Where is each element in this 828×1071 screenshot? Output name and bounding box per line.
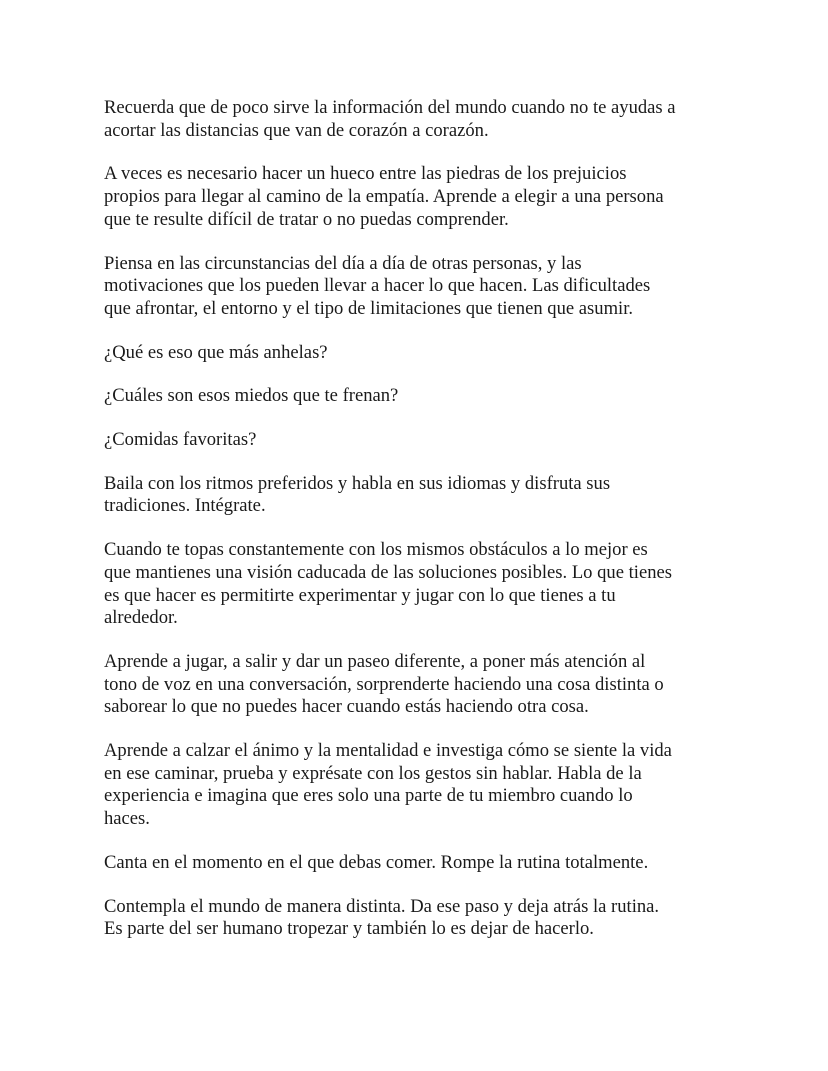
text-line: que afrontar, el entorno y el tipo de limitaciones que tienen que asumir. — [104, 297, 634, 319]
text-line: tono de voz en una conversación, sorprenderte haciendo una cosa distinta o — [104, 673, 664, 695]
text-line: que te resulte difícil de tratar o no puedas comprender. — [104, 208, 509, 230]
text-line: acortar las distancias que van de corazón a corazón. — [104, 119, 489, 141]
paragraph-3 — [104, 253, 744, 321]
paragraph-11 — [104, 852, 744, 875]
text-line: Baila con los ritmos preferidos y habla en sus idiomas y disfruta sus — [104, 472, 611, 494]
text-line: Aprende a calzar el ánimo y la mentalidad e investiga cómo se siente la vida — [104, 740, 672, 762]
paragraph-9 — [104, 651, 744, 719]
paragraph-10 — [104, 740, 744, 831]
paragraph-6 — [104, 429, 744, 452]
text-line: Piensa en las circunstancias del día a día de otras personas, y las — [104, 252, 582, 274]
text-line: Recuerda que de poco sirve la información del mundo cuando no te ayudas a — [104, 97, 676, 118]
paragraph-2 — [104, 163, 744, 231]
text-line: tradiciones. Intégrate. — [104, 495, 266, 517]
paragraph-1 — [104, 97, 744, 142]
text-line: Canta en el momento en el que debas comer. Rompe la rutina totalmente. — [104, 851, 649, 873]
paragraph-12 — [104, 896, 744, 941]
text-line: que mantienes una visión caducada de las soluciones posibles. Lo que tienes — [104, 561, 672, 583]
paragraph-4 — [104, 342, 744, 365]
text-line: A veces es necesario hacer un hueco entre las piedras de los prejuicios — [104, 163, 627, 185]
text-line: Aprende a jugar, a salir y dar un paseo diferente, a poner más atención al — [104, 650, 646, 672]
text-line: saborear lo que no puedes hacer cuando estás haciendo otra cosa. — [104, 696, 589, 718]
text-line: alrededor. — [104, 607, 178, 629]
text-line: Cuando te topas constantemente con los mismos obstáculos a lo mejor es — [104, 539, 648, 561]
text-line: propios para llegar al camino de la empatía. Aprende a elegir a una persona — [104, 186, 664, 208]
text-line: Es parte del ser humano tropezar y también lo es dejar de hacerlo. — [104, 918, 594, 940]
paragraph-8 — [104, 539, 744, 630]
paragraph-5 — [104, 385, 744, 408]
text-line: ¿Cuáles son esos miedos que te frenan? — [104, 385, 399, 407]
text-line: es que hacer es permitirte experimentar y jugar con lo que tienes a tu — [104, 584, 616, 606]
text-line: ¿Comidas favoritas? — [104, 429, 257, 451]
text-line: en ese caminar, prueba y exprésate con los gestos sin hablar. Habla de la — [104, 762, 642, 784]
text-line: ¿Qué es eso que más anhelas? — [104, 341, 328, 363]
document-page — [104, 97, 744, 962]
text-line: Contempla el mundo de manera distinta. Da ese paso y deja atrás la rutina. — [104, 895, 660, 917]
text-line: experiencia e imagina que eres solo una parte de tu miembro cuando lo — [104, 785, 633, 807]
text-line: motivaciones que los pueden llevar a hacer lo que hacen. Las dificultades — [104, 275, 651, 297]
text-line: haces. — [104, 808, 150, 830]
paragraph-7 — [104, 473, 744, 518]
